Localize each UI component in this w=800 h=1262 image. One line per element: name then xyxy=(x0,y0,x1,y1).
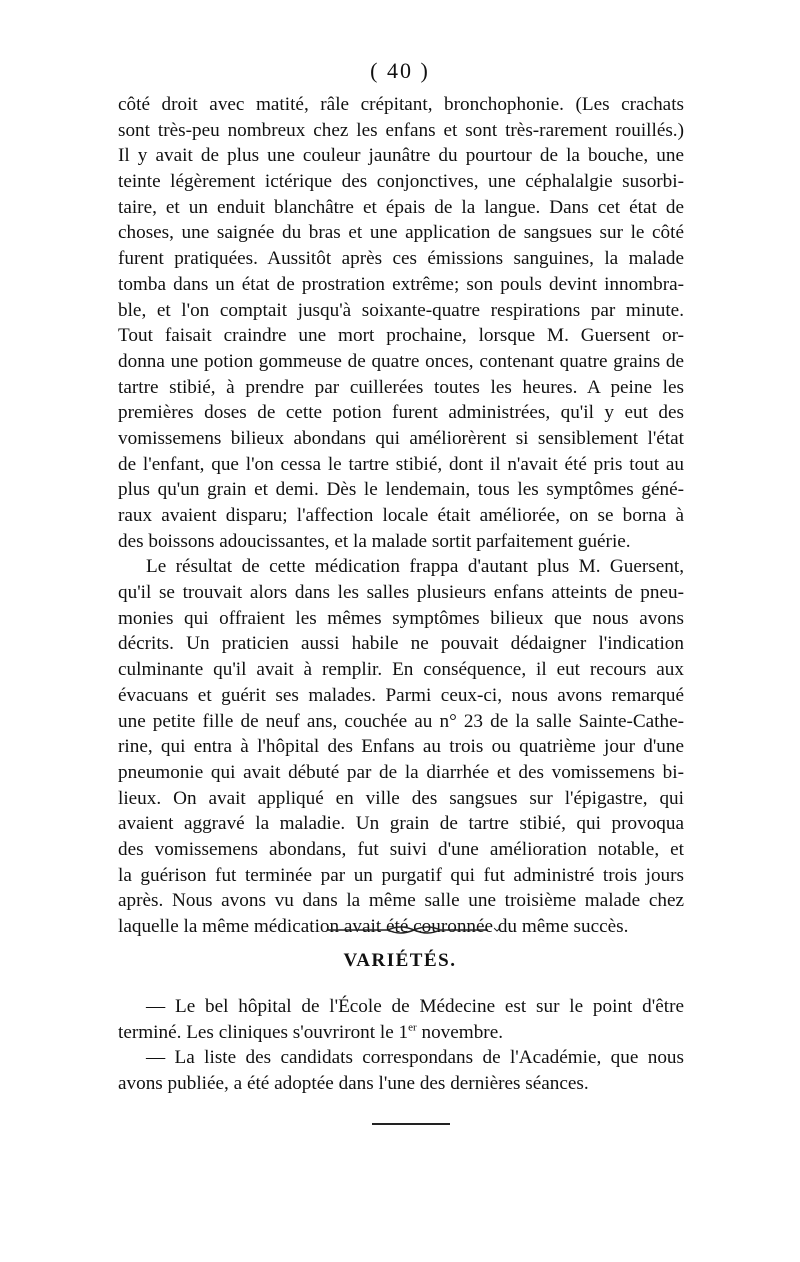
text-line: raux avaient disparu; l'affection locale était améliorée, on se borna à xyxy=(118,505,684,526)
text-line: ble, et l'on comptait jusqu'à soixante-quatre respirations par minute. xyxy=(118,299,684,321)
news-item-line: avons publiée, a été adoptée dans l'une des dernières séances. xyxy=(118,1073,589,1095)
text-line: rine, qui entra à l'hôpital des Enfans au trois ou quatrième jour d'une xyxy=(118,736,684,758)
text-line: monies qui offraient les mêmes symptômes bilieux que nous avons xyxy=(118,607,684,629)
text-line: qu'il se trouvait alors dans les salles plusieurs enfans atteints de pneu- xyxy=(118,582,684,604)
text-line: sont très-peu nombreux chez les enfans et sont très-rarement rouillés.) xyxy=(118,119,684,141)
text-line: culminante qu'il avait à remplir. En conséquence, il eut recours aux xyxy=(118,659,684,681)
text-line: la guérison fut terminée par un purgatif qui fut administré trois jours xyxy=(118,864,684,886)
text-line: décrits. Un praticien aussi habile ne pouvait dédaigner l'indication xyxy=(118,633,684,655)
text-line: Tout faisait craindre une mort prochaine, lorsque M. Guersent or- xyxy=(118,325,684,347)
text-line: vomissemens bilieux abondans qui améliorèrent si sensiblement l'état xyxy=(118,427,684,449)
news-item-line: — Le bel hôpital de l'École de Médecine est sur le point d'être xyxy=(146,996,684,1017)
ornamental-rule xyxy=(328,923,500,937)
text-line: pneumonie qui avait débuté par de la diarrhée et des vomissemens bi- xyxy=(118,761,684,783)
article-body xyxy=(118,92,684,940)
end-rule xyxy=(372,1123,450,1125)
text-line: après. Nous avons vu dans la même salle une troisième malade chez xyxy=(118,890,684,912)
text-line: plus qu'un grain et demi. Dès le lendemain, tous les symptômes géné- xyxy=(118,479,684,501)
text-line: donna une potion gommeuse de quatre onces, contenant quatre grains de xyxy=(118,350,684,372)
text-line: de l'enfant, que l'on cessa le tartre stibié, dont il n'avait été pris tout au xyxy=(118,453,684,475)
news-text: terminé. Les cliniques s'ouvriront le 1 xyxy=(118,1021,409,1043)
text-line: choses, une saignée du bras et une application de sangsues sur le côté xyxy=(118,222,684,244)
text-line: taire, et un enduit blanchâtre et épais de la langue. Dans cet état de xyxy=(118,196,684,218)
text-line: des vomissemens abondans, fut suivi d'une amélioration notable, et xyxy=(118,838,684,860)
news-section xyxy=(118,994,684,1097)
text-line: des boissons adoucissantes, et la malade sortit parfaitement guérie. xyxy=(118,530,631,552)
text-line: lieux. On avait appliqué en ville des sangsues sur l'épigastre, qui xyxy=(118,787,684,809)
news-item-line xyxy=(118,1020,684,1046)
news-text: novembre. xyxy=(416,1021,504,1043)
text-line: Il y avait de plus une couleur jaunâtre du pourtour de la bouche, une xyxy=(118,145,684,167)
text-line: évacuans et guérit ses malades. Parmi ceux-ci, nous avons remarqué xyxy=(118,684,684,706)
text-line: furent pratiquées. Aussitôt après ces émissions sanguines, la malade xyxy=(118,248,684,270)
text-line: côté droit avec matité, râle crépitant, bronchophonie. (Les crachats xyxy=(118,94,684,115)
text-line: tartre stibié, à prendre par cuillerées toutes les heures. A peine les xyxy=(118,376,684,398)
text-line: tomba dans un état de prostration extrême; son pouls devint innombra- xyxy=(118,273,684,295)
text-line: Le résultat de cette médication frappa d'autant plus M. Guersent, xyxy=(146,556,684,578)
text-line: avaient aggravé la maladie. Un grain de tartre stibié, qui provoqua xyxy=(118,813,684,835)
section-title: VARIÉTÉS. xyxy=(343,950,457,971)
news-item-line: — La liste des candidats correspondans de l'Académie, que nous xyxy=(146,1047,684,1069)
text-line: une petite fille de neuf ans, couchée au n° 23 de la salle Sainte-Cathe- xyxy=(118,710,684,732)
text-line: premières doses de cette potion furent administrées, qu'il y eut des xyxy=(118,402,684,424)
page-number: ( 40 ) xyxy=(370,58,430,83)
text-line: laquelle la même médication avait été couronnée du même succès. xyxy=(118,916,629,937)
ordinal-superscript: er xyxy=(408,1021,417,1034)
text-line: teinte légèrement ictérique des conjonctives, une céphalalgie susorbi- xyxy=(118,171,684,193)
